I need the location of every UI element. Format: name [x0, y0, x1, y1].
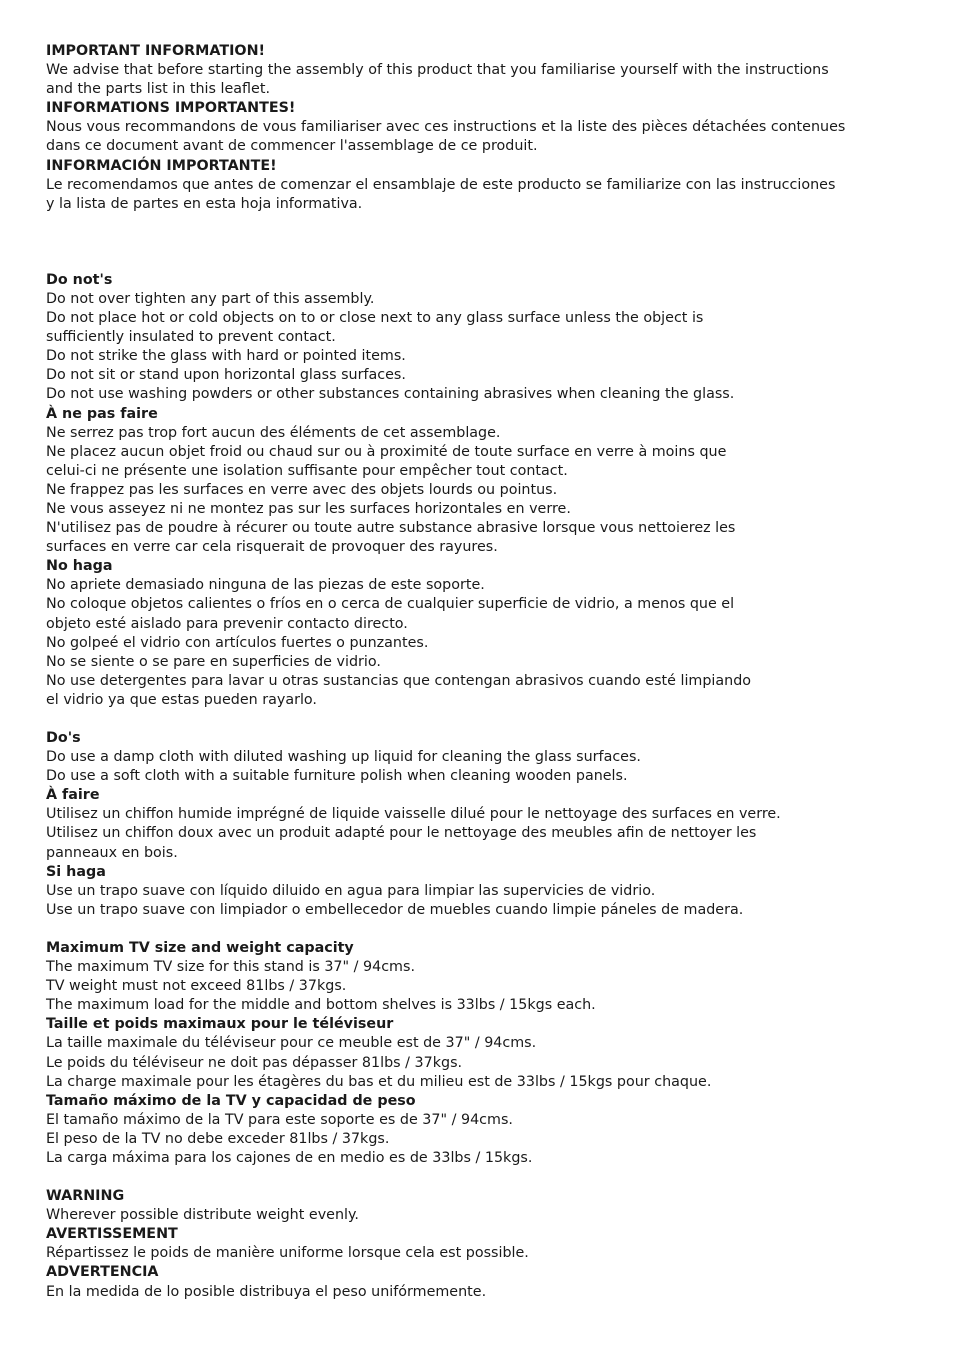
dos-title-es: Si haga: [46, 863, 106, 880]
donts-text-en: Do not over tighten any part of this assembly. Do not place hot or cold objects on to or close next to any glass surface unless the object is sufficiently insulated to prevent contact. Do not strike the glass with hard or pointed items. Do not sit or stand upon horizontal glass surfaces. Do not use washing powders or other substances containing abrasives when cleaning the glass.: [46, 290, 735, 403]
document-page: [46, 42, 926, 1302]
spacer: [46, 710, 926, 729]
donts-section: [46, 271, 926, 710]
capacity-title-en: Maximum TV size and weight capacity: [46, 939, 354, 956]
capacity-title-es: Tamaño máximo de la TV y capacidad de peso: [46, 1092, 416, 1109]
dos-text-es: Use un trapo suave con líquido diluido en agua para limpiar las supervicies de vidrio. Use un trapo suave con limpiador o embellecedor de muebles cuando limpie páneles de madera.: [46, 882, 744, 918]
donts-text-es: No apriete demasiado ninguna de las piezas de este soporte. No coloque objetos calientes o fríos en o cerca de cualquier superficie de vidrio, a menos que el objeto esté aislado para prevenir contacto directo. No golpeé el vidrio con artículos fuertes o punzantes. No se siente o se pare en superficies de vidrio. No use detergentes para lavar u otras sustancias que contengan abrasivos cuando esté limpiando el vidrio ya que estas pueden rayarlo.: [46, 577, 752, 708]
dos-title-fr: À faire: [46, 787, 100, 804]
capacity-title-fr: Taille et poids maximaux pour le téléviseur: [46, 1016, 394, 1033]
spacer: [46, 1168, 926, 1187]
capacity-section: [46, 939, 926, 1168]
spacer: [46, 214, 926, 271]
important-text-es: Le recomendamos que antes de comenzar el ensamblaje de este producto se familiarize con las instrucciones y la lista de partes en esta hoja informativa.: [46, 176, 836, 212]
important-information-section: [46, 42, 926, 214]
important-title-es: INFORMACIÓN IMPORTANTE!: [46, 157, 277, 174]
warning-text-es: En la medida de lo posible distribuya el peso unifórmemente.: [46, 1283, 487, 1300]
capacity-text-es: El tamaño máximo de la TV para este soporte es de 37" / 94cms. El peso de la TV no debe exceder 81lbs / 37kgs. La carga máxima para los cajones de en medio es de 33lbs / 15kgs.: [46, 1111, 533, 1166]
warning-title-en: WARNING: [46, 1188, 125, 1205]
dos-title-en: Do's: [46, 730, 81, 746]
important-text-en: We advise that before starting the assembly of this product that you familiarise yourself with the instructions and the parts list in this leaflet.: [46, 62, 829, 98]
warning-section: [46, 1187, 926, 1302]
warning-text-fr: Répartissez le poids de manière uniforme lorsque cela est possible.: [46, 1245, 529, 1262]
spacer: [46, 920, 926, 939]
donts-title-es: No haga: [46, 558, 113, 575]
donts-title-fr: À ne pas faire: [46, 405, 158, 422]
dos-section: [46, 729, 926, 920]
warning-title-fr: AVERTISSEMENT: [46, 1226, 178, 1243]
dos-text-en: Do use a damp cloth with diluted washing up liquid for cleaning the glass surfaces. Do use a soft cloth with a suitable furniture polish when cleaning wooden panels.: [46, 749, 641, 785]
important-text-fr: Nous vous recommandons de vous familiariser avec ces instructions et la liste des pièces détachées contenues dans ce document avant de commencer l'assemblage de ce produit.: [46, 119, 846, 155]
donts-text-fr: Ne serrez pas trop fort aucun des éléments de cet assemblage. Ne placez aucun objet froid ou chaud sur ou à proximité de toute surface en verre à moins que celui-ci ne présente une isolation suffisante pour empêcher tout contact. Ne frappez pas les surfaces en verre avec des objets lourds ou pointus. Ne vous asseyez ni ne montez pas sur les surfaces horizontales en verre. N'utilisez pas de poudre à récurer ou toute autre substance abrasive lorsque vous nettoierez les surfaces en verre car cela risquerait de provoquer des rayures.: [46, 424, 736, 556]
warning-title-es: ADVERTENCIA: [46, 1264, 159, 1281]
capacity-text-en: The maximum TV size for this stand is 37" / 94cms. TV weight must not exceed 81lbs / 37kgs. The maximum load for the middle and bottom shelves is 33lbs / 15kgs each.: [46, 959, 596, 1014]
important-title-fr: INFORMATIONS IMPORTANTES!: [46, 100, 296, 117]
dos-text-fr: Utilisez un chiffon humide imprégné de liquide vaisselle dilué pour le nettoyage des surfaces en verre. Utilisez un chiffon doux avec un produit adapté pour le nettoyage des meubles afin de nettoyer les panneaux en bois.: [46, 806, 781, 861]
important-title-en: IMPORTANT INFORMATION!: [46, 43, 266, 59]
capacity-text-fr: La taille maximale du téléviseur pour ce meuble est de 37" / 94cms. Le poids du téléviseur ne doit pas dépasser 81lbs / 37kgs. La charge maximale pour les étagères du bas et du milieu est de 33lbs / 15kgs pour chaque.: [46, 1035, 712, 1090]
warning-text-en: Wherever possible distribute weight evenly.: [46, 1207, 359, 1224]
donts-title-en: Do not's: [46, 271, 113, 288]
